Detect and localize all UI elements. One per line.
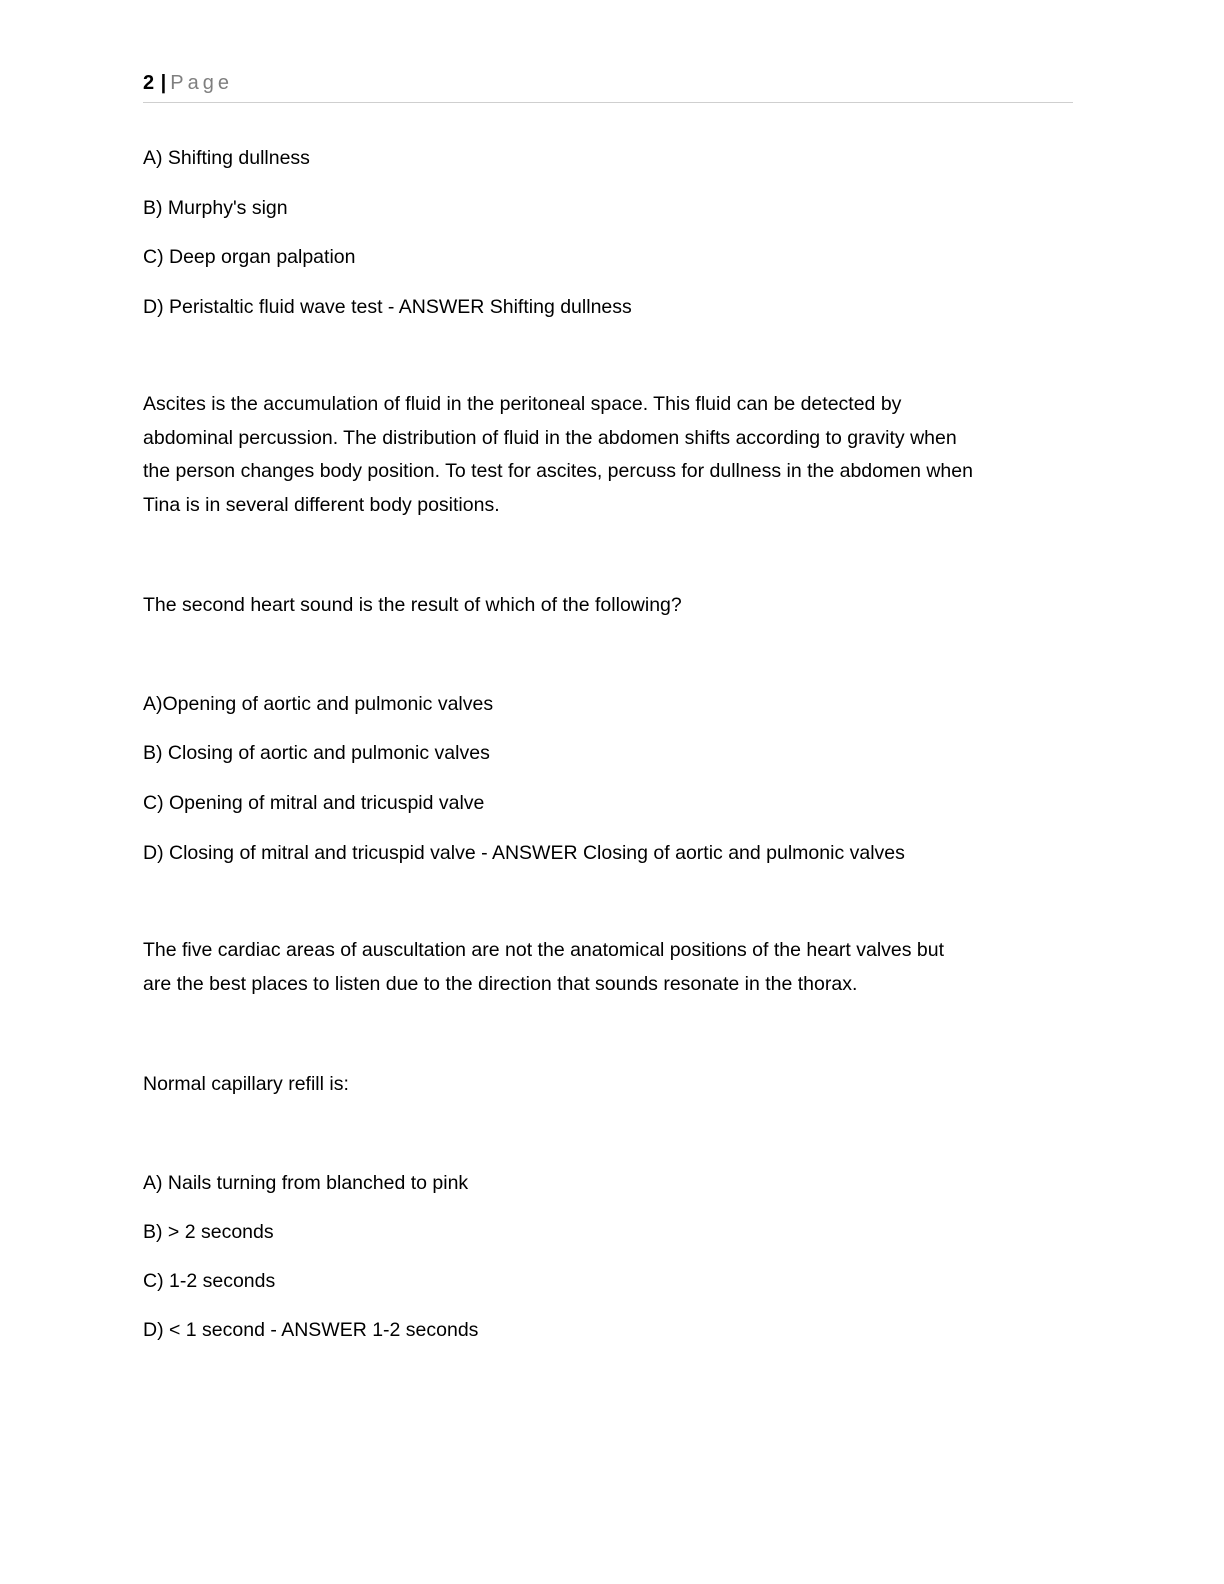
q2-option-b: B) Closing of aortic and pulmonic valves (143, 742, 490, 764)
page-number: 2 (143, 72, 155, 94)
q1-explanation (143, 388, 1073, 522)
q2-question: The second heart sound is the result of which of the following? (143, 594, 682, 616)
q1-option-c: C) Deep organ palpation (143, 246, 356, 268)
q2-option-c: C) Opening of mitral and tricuspid valve (143, 792, 485, 814)
q3-option-d-answer: D) < 1 second - ANSWER 1-2 seconds (143, 1319, 479, 1341)
q1-explanation-line: Ascites is the accumulation of fluid in the peritoneal space. This fluid can be detected by (143, 393, 902, 415)
q2-explanation-line: The five cardiac areas of auscultation are not the anatomical positions of the heart valves but (143, 939, 945, 961)
page-header (143, 72, 1073, 103)
header-separator: | (160, 72, 167, 94)
q2-explanation-line: are the best places to listen due to the direction that sounds resonate in the thorax. (143, 972, 858, 995)
q1-explanation-line: Tina is in several different body positions. (143, 493, 500, 516)
q3-option-a: A) Nails turning from blanched to pink (143, 1172, 469, 1194)
q1-explanation-line: the person changes body position. To test for ascites, percuss for dullness in the abdomen when (143, 460, 973, 482)
q3-option-b: B) > 2 seconds (143, 1221, 274, 1243)
q2-option-a: A)Opening of aortic and pulmonic valves (143, 693, 494, 715)
q1-option-d-answer: D) Peristaltic fluid wave test - ANSWER Shifting dullness (143, 296, 632, 318)
page-label: Page (170, 72, 233, 94)
q2-explanation (143, 934, 1073, 1001)
q3-question: Normal capillary refill is: (143, 1073, 349, 1095)
q3-option-c: C) 1-2 seconds (143, 1270, 276, 1292)
q1-explanation-line: abdominal percussion. The distribution of fluid in the abdomen shifts according to gravity when (143, 426, 957, 449)
q1-option-b: B) Murphy's sign (143, 197, 288, 219)
q2-option-d-answer: D) Closing of mitral and tricuspid valve - ANSWER Closing of aortic and pulmonic valves (143, 842, 905, 864)
q1-option-a: A) Shifting dullness (143, 147, 310, 169)
